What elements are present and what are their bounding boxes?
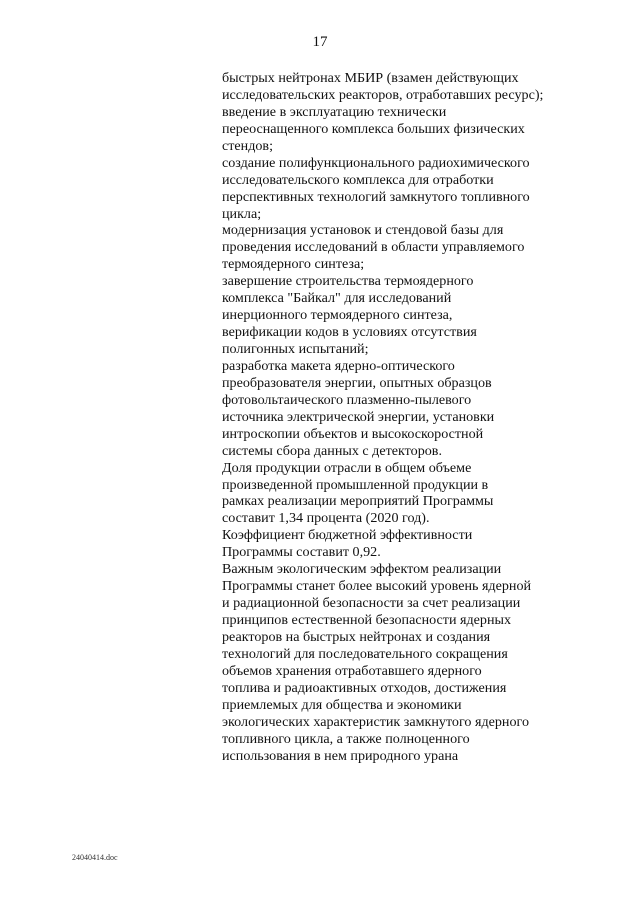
text-line: использования в нем природного урана <box>222 747 459 764</box>
text-line: системы сбора данных с детекторов. <box>222 442 442 459</box>
text-line: технологий для последовательного сокращения <box>222 645 508 662</box>
document-file-id: 24040414.doc <box>72 853 118 862</box>
text-line: Важным экологическим эффектом реализации <box>222 561 502 578</box>
text-line: инерционного термоядерного синтеза, <box>222 307 453 324</box>
page-number: 17 <box>312 34 328 50</box>
text-line: преобразователя энергии, опытных образцов <box>222 374 492 391</box>
text-line: завершение строительства термоядерного <box>222 273 474 290</box>
text-line: цикла; <box>222 205 262 222</box>
text-line: разработка макета ядерно-оптического <box>222 357 455 374</box>
text-line: модернизация установок и стендовой базы для <box>222 222 504 239</box>
text-line: интроскопии объектов и высокоскоростной <box>222 425 484 442</box>
text-line: полигонных испытаний; <box>222 341 369 357</box>
text-line: Программы станет более высокий уровень ядерной <box>222 578 532 595</box>
text-line: Коэффициент бюджетной эффективности <box>222 527 473 544</box>
text-line: произведенной промышленной продукции в <box>222 476 489 493</box>
text-line: принципов естественной безопасности ядерных <box>222 612 512 628</box>
text-line: топливного цикла, а также полноценного <box>222 730 470 747</box>
text-line: составит 1,34 процента (2020 год). <box>222 510 430 527</box>
text-line: рамках реализации мероприятий Программы <box>222 493 494 510</box>
text-line: проведения исследований в области управляемого <box>222 239 525 256</box>
text-line: исследовательского комплекса для отработки <box>222 171 494 188</box>
text-line: комплекса "Байкал" для исследований <box>222 290 452 307</box>
text-line: исследовательских реакторов, отработавших ресурс); <box>222 86 544 103</box>
text-line: переоснащенного комплекса больших физических <box>222 120 525 137</box>
text-line: перспективных технологий замкнутого топливного <box>222 188 530 205</box>
text-line: приемлемых для общества и экономики <box>222 696 462 713</box>
text-line: Доля продукции отрасли в общем объеме <box>222 459 472 476</box>
text-line: термоядерного синтеза; <box>222 256 365 273</box>
text-line: и радиационной безопасности за счет реализации <box>222 595 521 612</box>
text-line: стендов; <box>222 137 274 154</box>
text-line: реакторов на быстрых нейтронах и создания <box>222 628 491 645</box>
text-line: источника электрической энергии, установки <box>222 408 495 425</box>
text-line: создание полифункционального радиохимического <box>222 154 530 171</box>
text-line: быстрых нейтронах МБИР (взамен действующих <box>222 70 519 86</box>
text-line: фотовольтаического плазменно-пылевого <box>222 391 472 408</box>
text-line: верификации кодов в условиях отсутствия <box>222 324 477 341</box>
text-line: Программы составит 0,92. <box>222 544 381 561</box>
text-line: объемов хранения отработавшего ядерного <box>222 662 482 679</box>
text-line: топлива и радиоактивных отходов, достижения <box>222 679 507 696</box>
text-line: экологических характеристик замкнутого ядерного <box>222 713 529 730</box>
document-body <box>222 70 567 764</box>
text-line: введение в эксплуатацию технически <box>222 103 447 120</box>
